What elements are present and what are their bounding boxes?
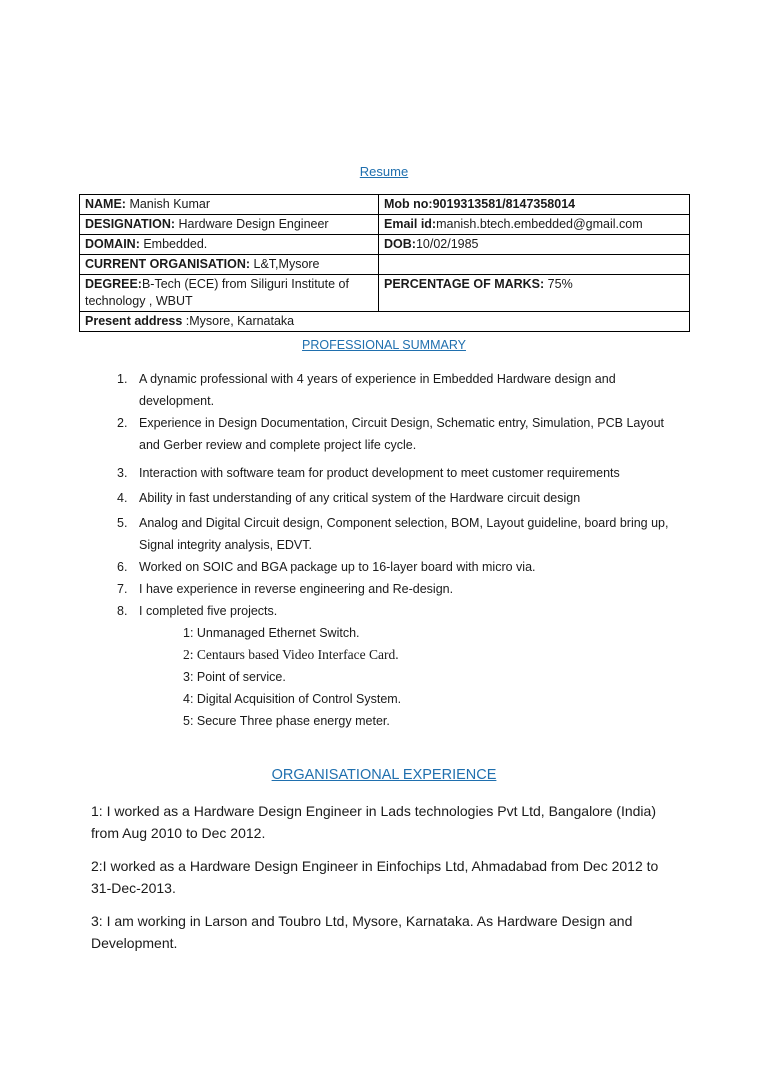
project-item: 2: Centaurs based Video Interface Card. bbox=[183, 647, 399, 662]
dob-value: 10/02/1985 bbox=[415, 237, 479, 251]
list-item bbox=[95, 412, 675, 456]
project-item: 4: Digital Acquisition of Control System. bbox=[183, 692, 402, 706]
domain-label: DOMAIN: bbox=[85, 237, 140, 251]
item-number: 5. bbox=[117, 516, 128, 530]
organisation-value: L&T,Mysore bbox=[250, 257, 320, 271]
degree-label: DEGREE: bbox=[85, 277, 142, 291]
item-text: I have experience in reverse engineering and Re-design. bbox=[139, 582, 454, 596]
personal-info-table bbox=[79, 194, 690, 332]
professional-summary-heading: PROFESSIONAL SUMMARY bbox=[302, 338, 466, 352]
name-cell bbox=[80, 195, 379, 215]
project-item: 1: Unmanaged Ethernet Switch. bbox=[183, 626, 360, 640]
domain-cell bbox=[80, 235, 379, 255]
project-item: 5: Secure Three phase energy meter. bbox=[183, 714, 390, 728]
mobile-cell bbox=[379, 195, 690, 215]
item-text: Experience in Design Documentation, Circuit Design, Schematic entry, Simulation, PCB Layout and Gerber review and complete project life cycle. bbox=[139, 416, 665, 452]
item-number: 7. bbox=[117, 582, 128, 596]
item-text: I completed five projects. bbox=[139, 604, 278, 618]
experience-item: 3: I am working in Larson and Toubro Ltd, Mysore, Karnataka. As Hardware Design and Development. bbox=[91, 913, 633, 951]
email-cell bbox=[379, 215, 690, 235]
table-row bbox=[80, 312, 690, 332]
item-number: 1. bbox=[117, 372, 128, 386]
mobile-label: Mob no: bbox=[384, 197, 433, 211]
page-title: Resume bbox=[359, 164, 409, 179]
item-text: Ability in fast understanding of any critical system of the Hardware circuit design bbox=[139, 491, 581, 505]
table-row bbox=[80, 195, 690, 215]
organisation-label: CURRENT ORGANISATION: bbox=[85, 257, 251, 271]
marks-cell bbox=[379, 275, 690, 312]
organisation-cell bbox=[80, 255, 379, 275]
name-label: NAME: bbox=[85, 197, 126, 211]
dob-label: DOB: bbox=[384, 237, 416, 251]
table-row bbox=[80, 235, 690, 255]
summary-list bbox=[95, 368, 675, 732]
list-item bbox=[95, 556, 675, 578]
item-number: 8. bbox=[117, 604, 128, 618]
project-item: 3: Point of service. bbox=[183, 670, 286, 684]
email-label: Email id: bbox=[384, 217, 437, 231]
dob-cell bbox=[379, 235, 690, 255]
marks-value: 75% bbox=[544, 277, 573, 291]
domain-value: Embedded. bbox=[139, 237, 208, 251]
item-text: A dynamic professional with 4 years of experience in Embedded Hardware design and development. bbox=[139, 372, 616, 408]
item-number: 4. bbox=[117, 491, 128, 505]
table-row bbox=[80, 275, 690, 312]
item-number: 2. bbox=[117, 416, 128, 430]
designation-value: Hardware Design Engineer bbox=[175, 217, 329, 231]
degree-value: B-Tech (ECE) from Siliguri Institute of technology , WBUT bbox=[85, 277, 349, 308]
email-value: manish.btech.embedded@gmail.com bbox=[436, 217, 643, 231]
address-cell bbox=[80, 312, 690, 332]
list-item bbox=[95, 578, 675, 600]
name-value: Manish Kumar bbox=[125, 197, 211, 211]
table-row bbox=[80, 215, 690, 235]
address-value: :Mysore, Karnataka bbox=[182, 314, 295, 328]
experience-item: 1: I worked as a Hardware Design Engineer in Lads technologies Pvt Ltd, Bangalore (India) from Aug 2010 to Dec 2012. bbox=[91, 803, 656, 841]
experience-item: 2:I worked as a Hardware Design Engineer in Einfochips Ltd, Ahmadabad from Dec 2012 to 31-Dec-2013. bbox=[91, 858, 659, 896]
list-item bbox=[95, 368, 675, 412]
list-item bbox=[95, 512, 675, 556]
list-item bbox=[95, 462, 675, 484]
item-text: Worked on SOIC and BGA package up to 16-layer board with micro via. bbox=[139, 560, 536, 574]
designation-label: DESIGNATION: bbox=[85, 217, 176, 231]
item-text: Interaction with software team for product development to meet customer requirements bbox=[139, 466, 620, 480]
item-number: 3. bbox=[117, 466, 128, 480]
mobile-value: 9019313581/8147358014 bbox=[432, 197, 576, 211]
table-row bbox=[80, 255, 690, 275]
degree-cell bbox=[80, 275, 379, 312]
list-item bbox=[95, 600, 675, 732]
designation-cell bbox=[80, 215, 379, 235]
item-number: 6. bbox=[117, 560, 128, 574]
projects-list bbox=[139, 622, 675, 732]
empty-cell bbox=[379, 255, 690, 275]
organisational-experience-heading: ORGANISATIONAL EXPERIENCE bbox=[271, 767, 497, 783]
item-text: Analog and Digital Circuit design, Component selection, BOM, Layout guideline, board bring up, Signal integrity analysis, EDVT. bbox=[139, 516, 669, 552]
marks-label: PERCENTAGE OF MARKS: bbox=[384, 277, 545, 291]
list-item bbox=[95, 487, 675, 509]
address-label: Present address bbox=[85, 314, 183, 328]
